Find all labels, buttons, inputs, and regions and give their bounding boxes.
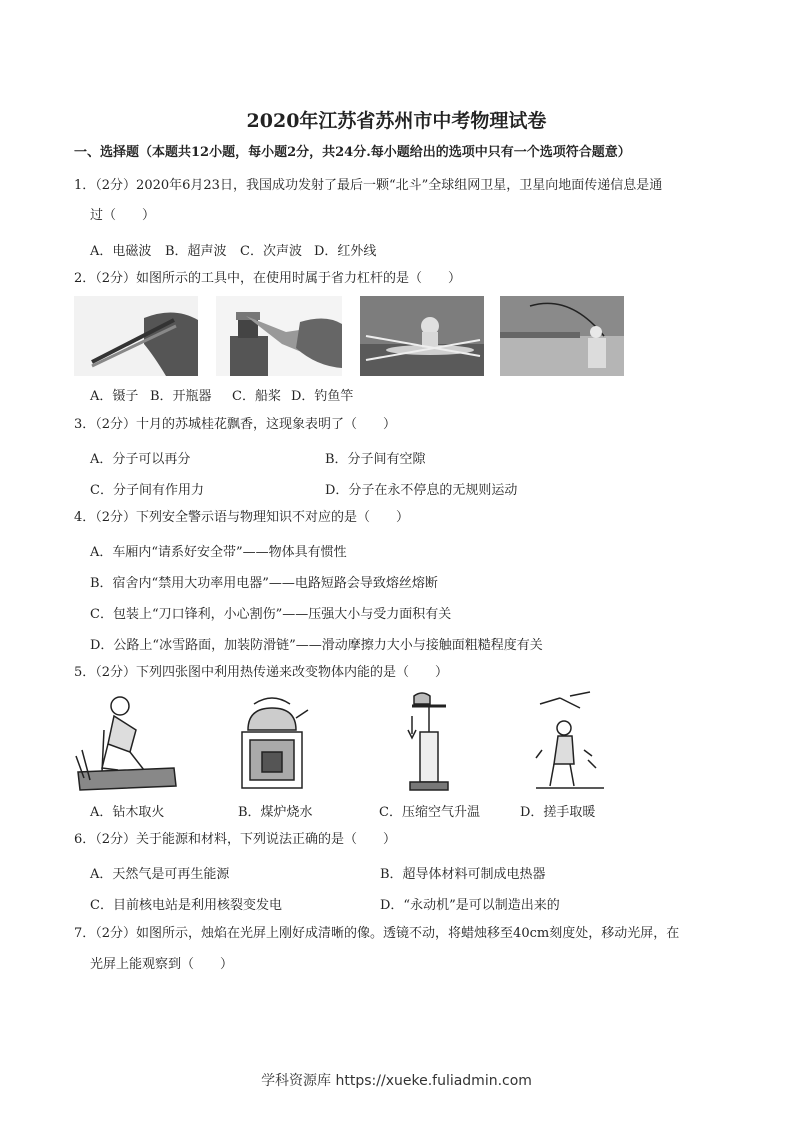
rubbing-hands-illustration	[530, 690, 610, 792]
question-1-stem-cont: 过（ ）	[90, 208, 156, 223]
air-compression-illustration	[400, 690, 460, 792]
coal-stove-illustration	[232, 690, 312, 792]
q6-option-d: D．“永动机”是可以制造出来的	[380, 898, 560, 913]
tweezers-photo	[74, 296, 198, 376]
fishing-rod-photo	[500, 296, 624, 376]
question-5-stem: 5．（2分）下列四张图中利用热传递来改变物体内能的是（ ）	[74, 665, 449, 680]
q1-option-a: A．电磁波	[90, 244, 152, 259]
rubbing-hands-figure	[530, 690, 610, 792]
q4-option-b: B．宿舍内“禁用大功率用电器”——电路短路会导致熔丝熔断	[90, 576, 438, 591]
q5-option-a: A．钻木取火	[90, 805, 165, 820]
q3-option-c: C．分子间有作用力	[90, 483, 204, 498]
rowing-illustration	[360, 296, 484, 376]
q6-option-b: B．超导体材料可制成电热器	[380, 867, 546, 882]
question-3-stem: 3．（2分）十月的苏城桂花飘香，这现象表明了（ ）	[74, 417, 397, 432]
q3-option-a: A．分子可以再分	[90, 452, 191, 467]
q5-option-b: B．煤炉烧水	[238, 805, 313, 820]
q1-option-c: C．次声波	[240, 244, 302, 259]
q2-option-b: B．开瓶器	[150, 389, 212, 404]
bottle-opener-photo	[216, 296, 342, 376]
tweezers-illustration	[74, 296, 198, 376]
footer-watermark: 学科资源库 https://xueke.fuliadmin.com	[261, 1073, 532, 1089]
q2-option-a: A．镊子	[90, 389, 139, 404]
q4-option-a: A．车厢内“请系好安全带”——物体具有惯性	[90, 545, 347, 560]
question-6-stem: 6．（2分）关于能源和材料，下列说法正确的是（ ）	[74, 832, 397, 847]
q6-option-c: C．目前核电站是利用核裂变发电	[90, 898, 282, 913]
question-7-stem-cont: 光屏上能观察到（ ）	[90, 957, 234, 972]
coal-stove-figure	[232, 690, 312, 792]
question-7-stem: 7．（2分）如图所示，烛焰在光屏上刚好成清晰的像。透镜不动，将蜡烛移至40cm刻度处，移动光屏，在	[74, 926, 680, 941]
question-4-stem: 4．（2分）下列安全警示语与物理知识不对应的是（ ）	[74, 510, 410, 525]
q5-option-d: D．搓手取暖	[520, 805, 596, 820]
q1-option-d: D．红外线	[314, 244, 377, 259]
question-2-stem: 2．（2分）如图所示的工具中，在使用时属于省力杠杆的是（ ）	[74, 271, 462, 286]
q3-option-b: B．分子间有空隙	[325, 452, 426, 467]
q5-option-c: C．压缩空气升温	[379, 805, 480, 820]
q6-option-a: A．天然气是可再生能源	[90, 867, 230, 882]
air-compression-figure	[400, 690, 460, 792]
page-title: 2020年江苏省苏州市中考物理试卷	[246, 110, 547, 132]
drilling-wood-illustration	[74, 690, 182, 792]
q4-option-d: D．公路上“冰雪路面，加装防滑链”——滑动摩擦力大小与接触面粗糙程度有关	[90, 638, 543, 653]
q2-option-d: D．钓鱼竿	[291, 389, 354, 404]
rowing-photo	[360, 296, 484, 376]
q3-option-d: D．分子在永不停息的无规则运动	[325, 483, 518, 498]
drilling-wood-figure	[74, 690, 182, 792]
q2-option-c: C．船桨	[232, 389, 281, 404]
q1-option-b: B．超声波	[165, 244, 227, 259]
bottle-opener-illustration	[216, 296, 342, 376]
question-1-stem: 1．（2分）2020年6月23日，我国成功发射了最后一颗“北斗”全球组网卫星，卫星向地面传递信息是通	[74, 178, 663, 193]
q4-option-c: C．包装上“刀口锋利，小心割伤”——压强大小与受力面积有关	[90, 607, 452, 622]
section-heading: 一、选择题（本题共12小题，每小题2分，共24分.每小题给出的选项中只有一个选项符合题意）	[74, 145, 631, 160]
fishing-illustration	[500, 296, 624, 376]
